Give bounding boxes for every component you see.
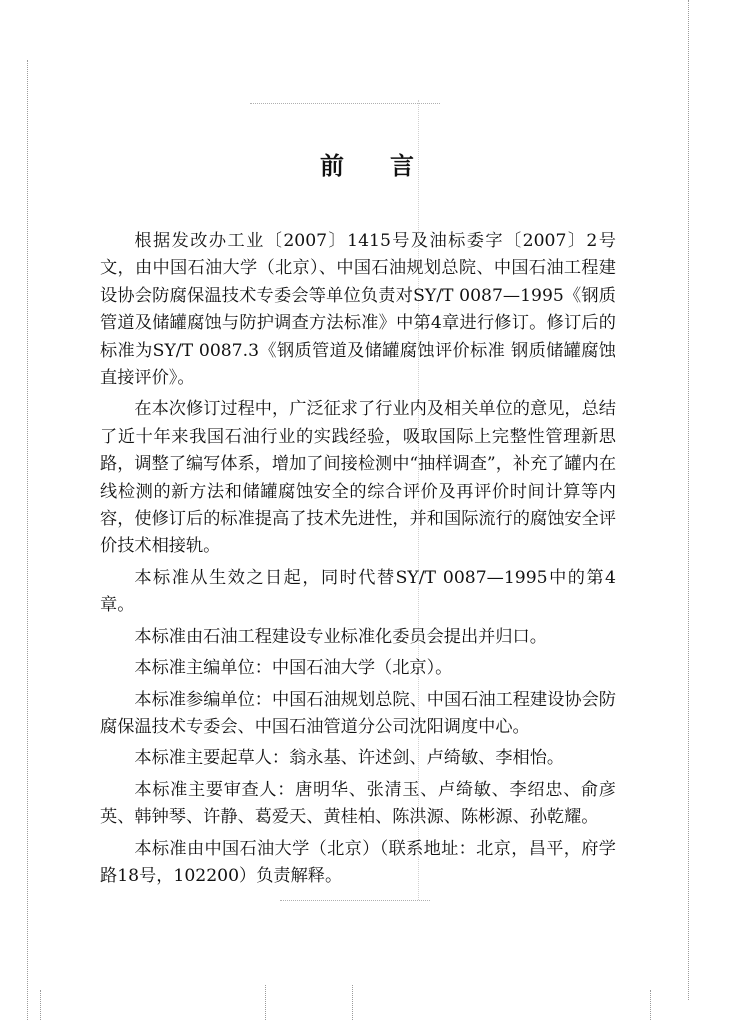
page-title-char-2: 言 (390, 152, 414, 180)
scan-artifact-line (650, 990, 651, 1020)
scan-artifact-line (27, 60, 28, 1020)
paragraph-revision-basis: 根据发改办工业〔2007〕1415号及油标委字〔2007〕2号文，由中国石油大学（北京）、中国石油规划总院、中国石油工程建设协会防腐保温技术专委会等单位负责对SY/T 0087—1995《钢质管道及储罐腐蚀与防护调查方法标准》中第4章进行修订。修订后的标准为SY/T 0087.3《钢质管道及储罐腐蚀评价标准 钢质储罐腐蚀直接评价》。 (100, 231, 616, 389)
page-title (0, 146, 734, 181)
paragraph-reviewers: 本标准主要审查人：唐明华、张清玉、卢绮敏、李绍忠、俞彦英、韩钟琴、许静、葛爱天、黄桂柏、陈洪源、陈彬源、孙乾耀。 (100, 779, 616, 828)
scan-artifact-line (40, 990, 41, 1020)
paragraph-proposed-by: 本标准由石油工程建设专业标准化委员会提出并归口。 (134, 626, 547, 647)
paragraph-supersedes: 本标准从生效之日起，同时代替SY/T 0087—1995中的第4章。 (100, 567, 616, 616)
paragraph-participating-units: 本标准参编单位：中国石油规划总院、中国石油工程建设协会防腐保温技术专委会、中国石油管道分公司沈阳调度中心。 (100, 689, 616, 737)
paragraph-chief-editor: 本标准主编单位：中国石油大学（北京）。 (134, 658, 453, 679)
paragraph-revision-process: 在本次修订过程中，广泛征求了行业内及相关单位的意见，总结了近十年来我国石油行业的实践经验，吸取国际上完整性管理新思路，调整了编写体系，增加了间接检测中“抽样调查”，补充了罐内在线检测的新方法和储罐腐蚀安全的综合评价及再评价时间计算等内容，使修订后的标准提高了技术先进性，并和国际流行的腐蚀安全评价技术相接轨。 (100, 399, 617, 557)
preface-body (100, 228, 616, 890)
scan-artifact-line (250, 103, 440, 104)
scan-artifact-line (280, 900, 430, 901)
scan-artifact-line (352, 985, 353, 1020)
page-title-char-1: 前 (320, 152, 344, 180)
paragraph-drafters: 本标准主要起草人：翁永基、许述剑、卢绮敏、李相怡。 (134, 748, 565, 769)
paragraph-interpretation: 本标准由中国石油大学（北京）（联系地址：北京，昌平，府学路18号，102200）负责解释。 (100, 838, 616, 886)
scan-artifact-line (265, 985, 266, 1020)
